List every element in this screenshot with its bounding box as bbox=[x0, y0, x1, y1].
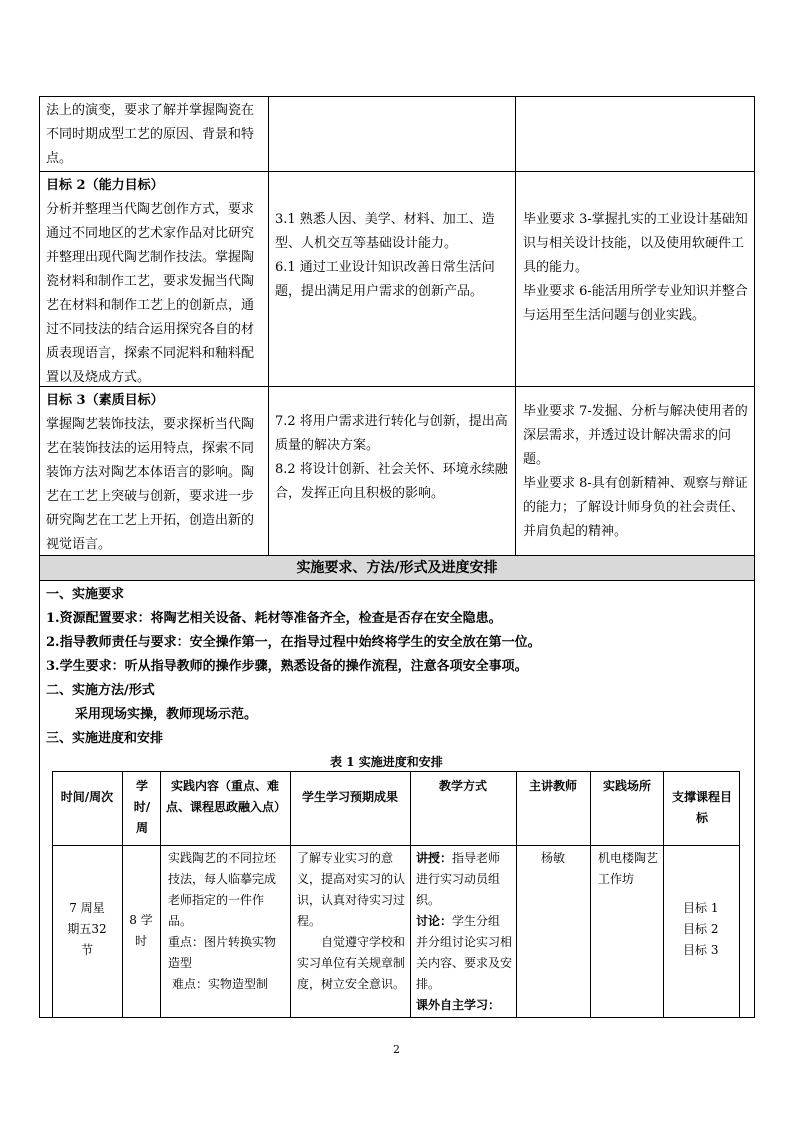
header-content: 实践内容（重点、难点、课程思政融入点） bbox=[166, 779, 287, 814]
objective-2-text: 分析并整理当代陶艺创作方式，要求通过不同地区的艺术家作品对比研究并整理出现代陶艺制作技法。掌握陶瓷材料和制作工艺，要求发掘当代陶艺在材料和制作工艺上的创新点，通过不同技法的结合运用探究各自的材质表现语言，探索不同泥料和釉料配置以及烧成方式。 bbox=[46, 202, 255, 385]
row-goals: 目标 1 目标 2 目标 3 bbox=[683, 901, 719, 957]
objective-row2-graduation: 毕业要求 3-掌握扎实的工业设计基础知识与相关设计技能，以及使用软硬件工具的能力。 毕业要求 6-能活用所学专业知识并整合与运用至生活问题与创业实践。 bbox=[523, 212, 748, 323]
row-place: 机电楼陶艺工作坊 bbox=[598, 851, 659, 886]
objective-row2-requirements: 3.1 熟悉人因、美学、材料、加工、造型、人机交互等基础设计能力。 6.1 通过工业设计知识改善日常生活问题，提出满足用户需求的创新产品。 bbox=[275, 212, 495, 299]
objective-2-heading: 目标 2（能力目标） bbox=[46, 178, 164, 193]
row-time: 7 周星期五32 节 bbox=[67, 901, 107, 957]
requirement-3: 3.学生要求：听从指导教师的操作步骤，熟悉设备的操作流程，注意各项安全事项。 bbox=[46, 659, 528, 674]
header-place: 实践场所 bbox=[602, 779, 651, 793]
objective-row3-requirements: 7.2 将用户需求进行转化与创新，提出高质量的解决方案。 8.2 将设计创新、社会关怀、环境永续融合，发挥正向且积极的影响。 bbox=[275, 414, 508, 501]
section-2-title: 二、实施方法/形式 bbox=[46, 683, 155, 698]
row-hours: 8 学时 bbox=[129, 913, 153, 948]
method-discussion-label: 讨论： bbox=[416, 914, 453, 928]
objective-row2-cell bbox=[46, 174, 265, 390]
row-method: 讲授：指导老师进行实习动员组织。 讨论：学生分组并分组讨论实习相关内容、要求及安排。 课外自主学习： bbox=[416, 851, 513, 1012]
header-teacher: 主讲教师 bbox=[528, 779, 577, 793]
objective-3-text: 掌握陶艺装饰技法，要求探析当代陶艺在装饰技法的运用特点，探索不同装饰方法对陶艺本体语言的影响。陶艺在工艺上突破与创新，要求进一步研究陶艺在工艺上开拓，创造出新的视觉语言。 bbox=[46, 417, 255, 552]
header-expected: 学生学习预期成果 bbox=[301, 790, 398, 804]
objective-row3-graduation: 毕业要求 7-发掘、分析与解决使用者的深层需求，并透过设计解决需求的问题。 毕业要求 8-具有创新精神、观察与辩证的能力；了解设计师身负的社会责任、并肩负起的精神。 bbox=[523, 404, 748, 539]
objective-row3-cell bbox=[46, 389, 265, 557]
section-3-title: 三、实施进度和安排 bbox=[46, 731, 164, 746]
header-time: 时间/周次 bbox=[60, 790, 114, 804]
header-goals: 支撑课程目标 bbox=[672, 790, 733, 825]
objective-row1-text: 法上的演变，要求了解并掌握陶瓷在不同时期成型工艺的原因、背景和特点。 bbox=[46, 103, 255, 166]
requirement-2: 2.指导教师责任与要求：安全操作第一，在指导过程中始终将学生的安全放在第一位。 bbox=[46, 635, 541, 650]
method-self-study-label: 课外自主学习： bbox=[416, 998, 501, 1012]
page-number: 2 bbox=[393, 1043, 400, 1056]
section-1-title: 一、实施要求 bbox=[46, 587, 125, 602]
section-banner: 实施要求、方法/形式及进度安排 bbox=[40, 556, 754, 581]
row-teacher: 杨敏 bbox=[540, 851, 565, 865]
objective-3-heading: 目标 3（素质目标） bbox=[46, 393, 164, 408]
header-hours: 学时/周 bbox=[133, 779, 151, 835]
row-content: 实践陶艺的不同拉坯技法，每人临摹完成老师指定的一件作品。 重点：图片转换实物造型 难点：实物造型制 bbox=[168, 851, 277, 991]
section-2-body: 采用现场实操，教师现场示范。 bbox=[75, 707, 258, 722]
table-caption: 表 1 实施进度和安排 bbox=[330, 755, 443, 769]
row-expected: 了解专业实习的意义，提高对实习的认识，认真对待实习过程。 自觉遵守学校和实习单位有关规章制度，树立安全意识。 bbox=[297, 851, 406, 991]
header-method: 教学方式 bbox=[438, 779, 487, 793]
method-lecture-label: 讲授： bbox=[416, 851, 453, 865]
requirement-1: 1.资源配置要求：将陶艺相关设备、耗材等准备齐全，检查是否存在安全隐患。 bbox=[46, 611, 502, 626]
